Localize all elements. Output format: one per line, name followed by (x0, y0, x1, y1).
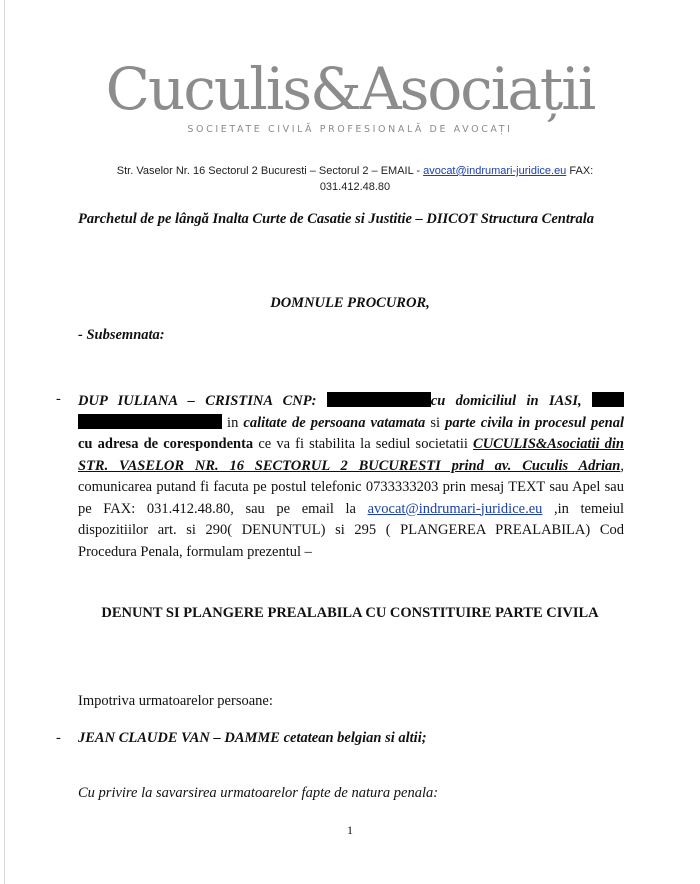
redacted-address-2 (78, 414, 222, 429)
logo-subtitle: SOCIETATE CIVILĂ PROFESIONALĂ DE AVOCAȚI (187, 124, 513, 135)
address-fax: FAX: 031.412.48.80 (319, 165, 594, 193)
page-number: 1 (347, 823, 353, 837)
in-text: in (222, 414, 244, 431)
subsemnata-label: - Subsemnata: (78, 327, 165, 343)
person-dash: - (56, 730, 61, 746)
legal-basis-text: ,in temeiul dispozitiilor art. si 290( DENUNTUL) si 295 ( PLANGEREA PREALABILA) Cod Procedura Penala, formulam prezentul – (78, 500, 624, 560)
redacted-address-1 (592, 392, 624, 407)
address-text: Str. Vaselor Nr. 16 Sectorul 2 Bucuresti – Sectorul 2 – EMAIL - (116, 165, 424, 177)
stabilita-text: ce va fi stabilita la sediul societatii (253, 436, 474, 452)
complainant-paragraph (78, 391, 624, 563)
logo-text: Cuculis&Asociații (105, 55, 595, 123)
communication-text: , comunicarea putand fi facuta pe postul telefonic 0733333203 prin mesaj TEXT sau Apel sau pe FAX: 031.412.48.80, sau pe email la (78, 457, 624, 517)
parte-civila-text: parte civila in procesul penal (445, 414, 625, 431)
firm-logo (0, 52, 700, 126)
paragraph-dash: - (56, 391, 61, 407)
against-label: Impotriva urmatoarelor persoane: (78, 693, 273, 709)
address-email-link[interactable]: avocat@indrumari-juridice.eu (423, 165, 567, 177)
recipient: Parchetul de pe lângă Inalta Curte de Casatie si Justitie – DIICOT Structura Centrala (78, 211, 595, 227)
facts-intro: Cu privire la savarsirea urmatoarelor fapte de natura penala: (78, 785, 439, 801)
complainant-name: DUP IULIANA – CRISTINA CNP: (78, 393, 317, 409)
firm-address (90, 163, 620, 195)
calitate-text: calitate de persoana vatamata (243, 414, 426, 431)
redacted-cnp (327, 392, 431, 407)
firm-address-text: CUCULIS&Asociatii din STR. VASELOR NR. 16 SECTORUL 2 BUCURESTI prind av. Cuculis Adrian (78, 436, 625, 474)
domicile-text: cu domiciliul in IASI, (430, 393, 582, 409)
document-title: DENUNT SI PLANGERE PREALABILA CU CONSTITUIRE PARTE CIVILA (101, 605, 599, 621)
salutation: DOMNULE PROCUROR, (270, 295, 430, 311)
accused-person: JEAN CLAUDE VAN – DAMME cetatean belgian si altii; (78, 730, 427, 746)
paragraph-email-link[interactable]: avocat@indrumari-juridice.eu (367, 500, 543, 517)
cu-adresa-text: cu adresa de corespondenta (78, 436, 254, 452)
si-text: si (425, 414, 446, 431)
